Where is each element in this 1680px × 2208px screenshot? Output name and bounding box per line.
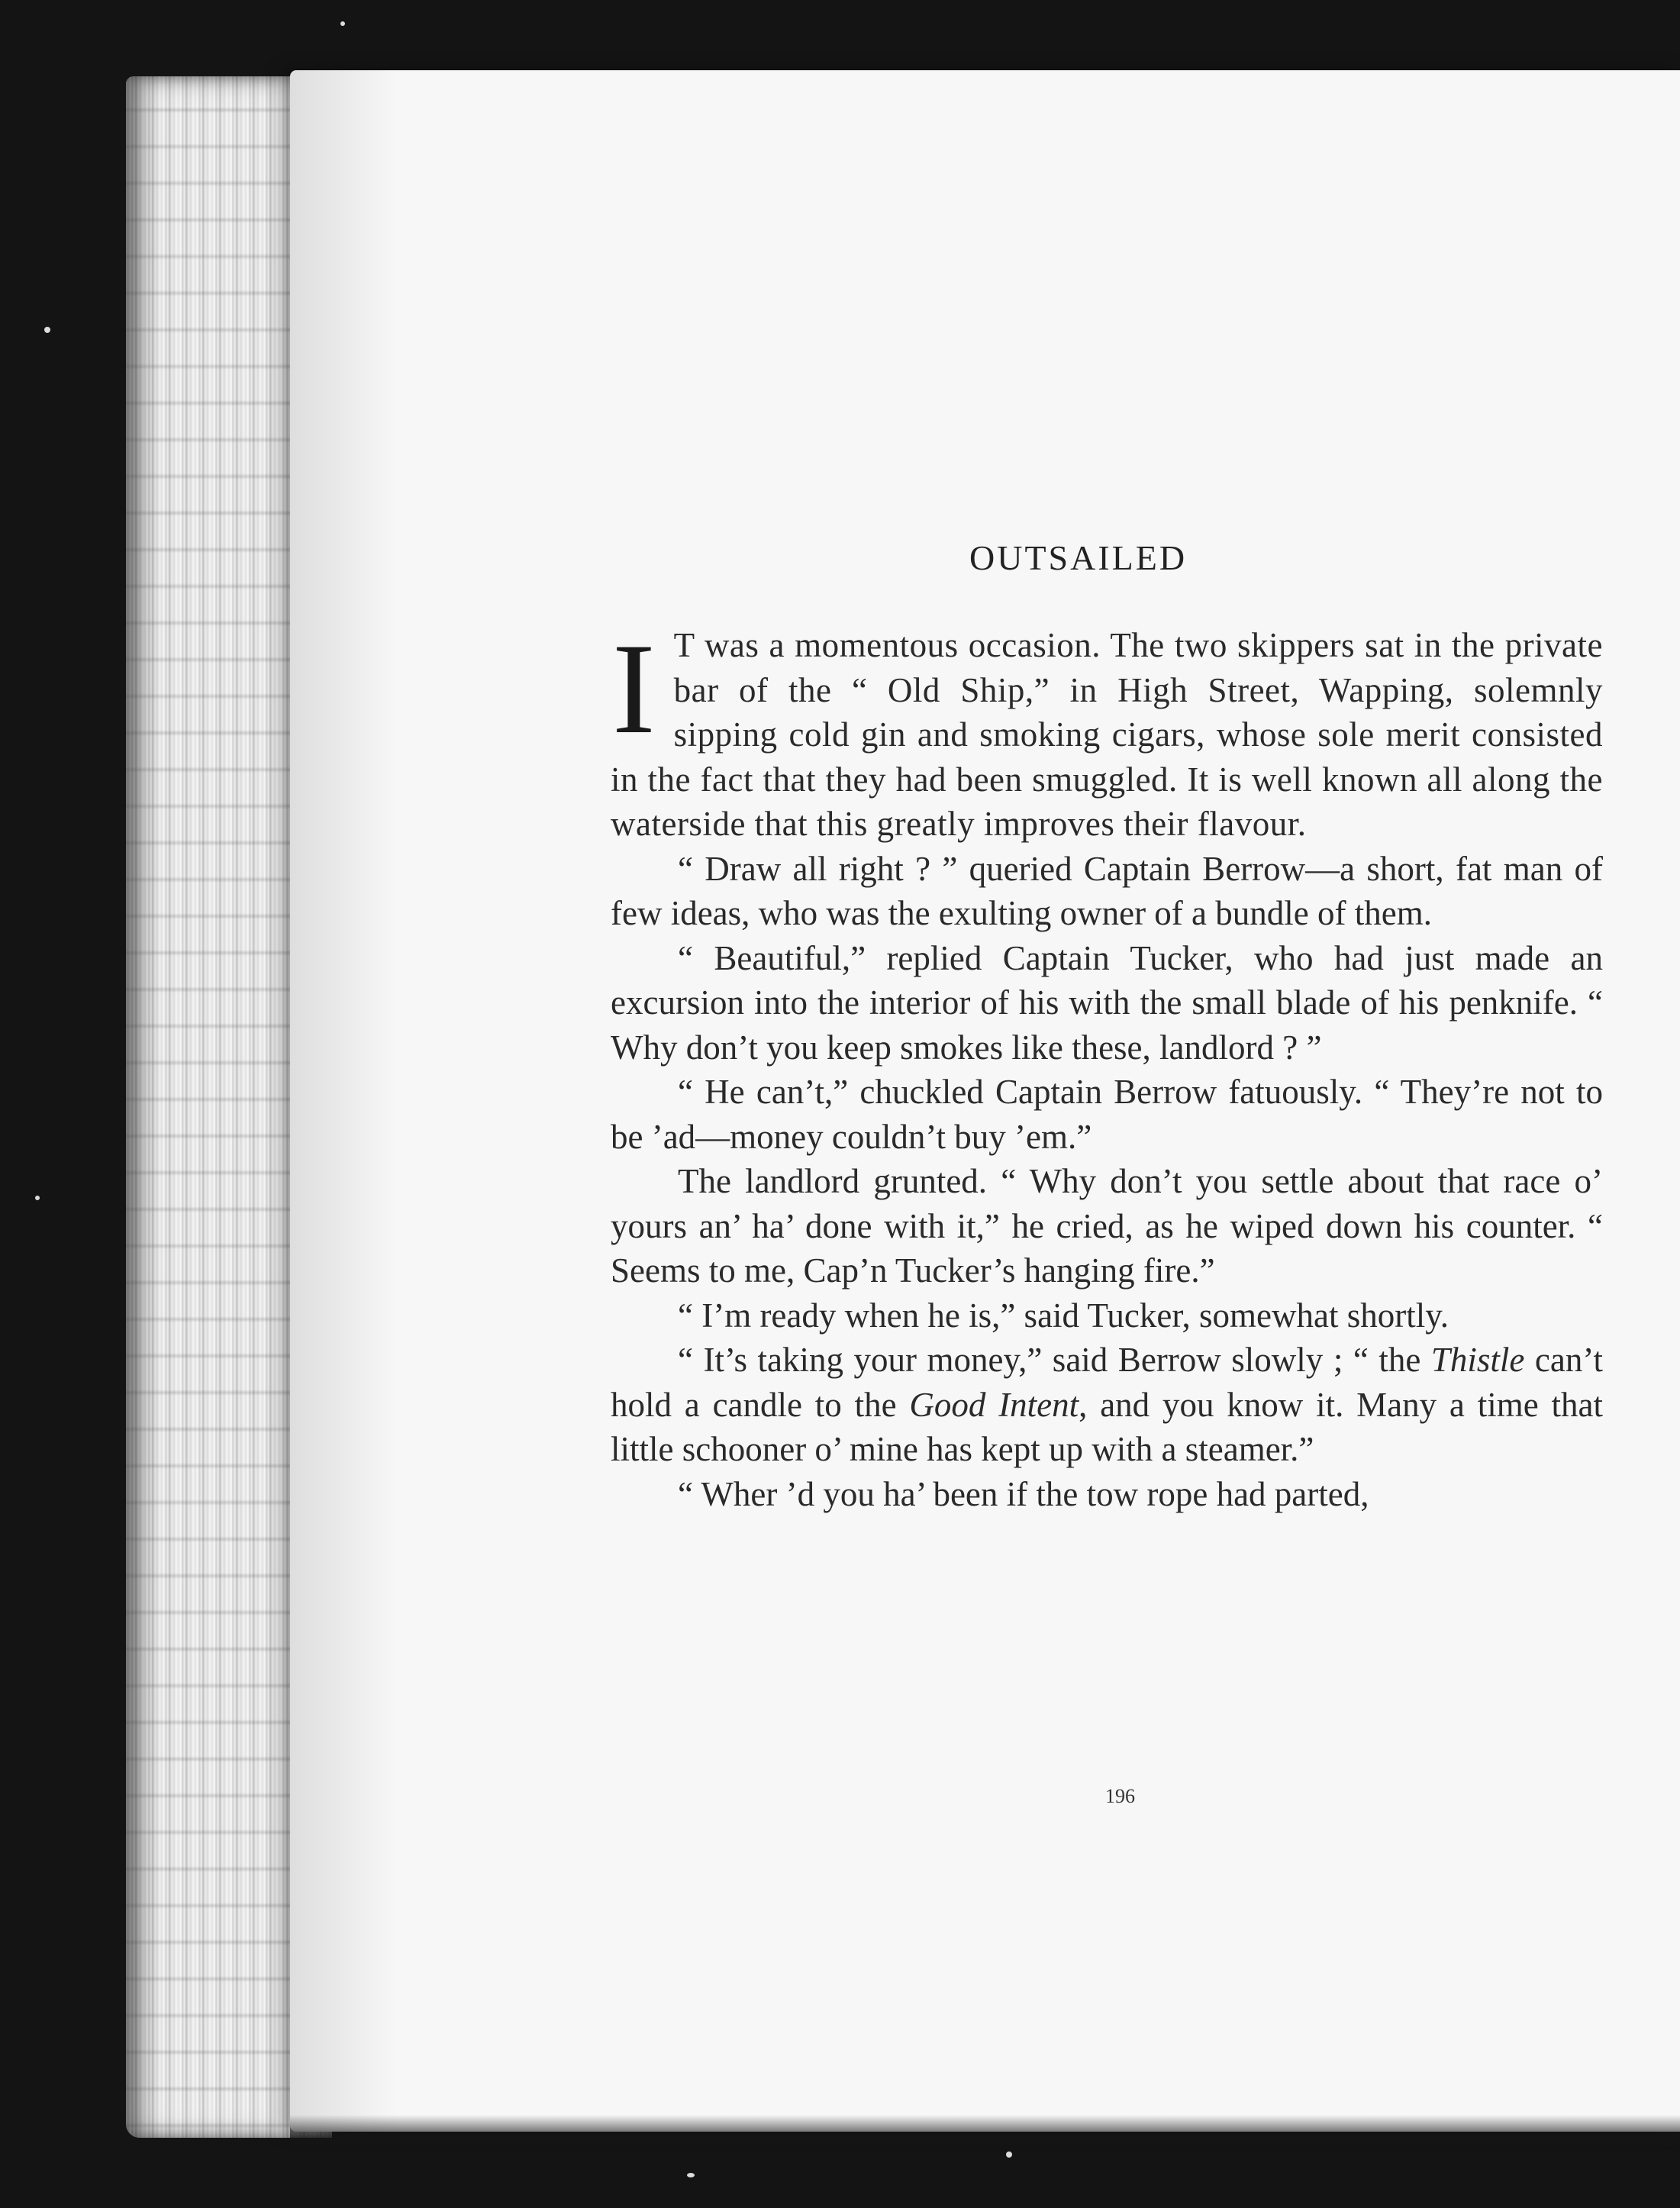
paragraph-text: , and you know it. Many a time that little schooner o’ mine has kept up with a steamer.” [611,1385,1603,1468]
opening-paragraph-text: T was a momentous occasion. The two skippers sat in the private bar of the “ Old Ship,” in High Street, Wapping, solemnly sipping cold gin and smoking cigars, whose sole merit consisted in the fact that they had been smuggled. It is well known all along the waterside that this greatly improves their flavour. [611,626,1603,843]
paragraph-text: “ It’s taking your money,” said Berrow slowly ; “ the [678,1341,1431,1379]
opening-paragraph [611,617,1603,847]
paragraph-text: can’t hold a candle to the [611,1341,1603,1424]
dust-speck [35,1196,40,1200]
paragraph: The landlord grunted. “ Why don’t you settle about that race o’ yours an’ ha’ done with it,” he cried, as he wiped down his counter. “ Seems to me, Cap’n Tucker’s hanging fire.” [611,1162,1603,1290]
paragraph-thistle [611,1338,1603,1472]
paragraph: “ He can’t,” chuckled Captain Berrow fatuously. “ They’re not to be ’ad—money couldn’t buy ’em.” [611,1073,1603,1156]
chapter-body [611,617,1603,1516]
dust-speck [44,327,50,333]
chapter-title: OUTSAILED [969,538,1188,577]
paragraph-last: “ Wher ’d you ha’ been if the tow rope had parted, [678,1474,1369,1513]
ship-name-thistle: Thistle [1430,1341,1525,1379]
dust-speck [687,2173,695,2177]
page-bottom-shadow [290,2115,1680,2145]
dust-speck [1006,2152,1012,2158]
dust-speck [340,21,345,26]
drop-cap: I [612,617,656,760]
page-number: 196 [1105,1785,1135,1807]
paragraph: “ I’m ready when he is,” said Tucker, somewhat shortly. [678,1296,1449,1335]
ship-name-good-intent: Good Intent [909,1385,1079,1424]
paragraph: “ Beautiful,” replied Captain Tucker, who had just made an excursion into the interior of his with the small blade of his penknife. “ Why don’t you keep smokes like these, landlord ? ” [611,938,1603,1067]
paragraph: “ Draw all right ? ” queried Captain Berrow—a short, fat man of few ideas, who was the exulting owner of a bundle of them. [611,849,1603,932]
